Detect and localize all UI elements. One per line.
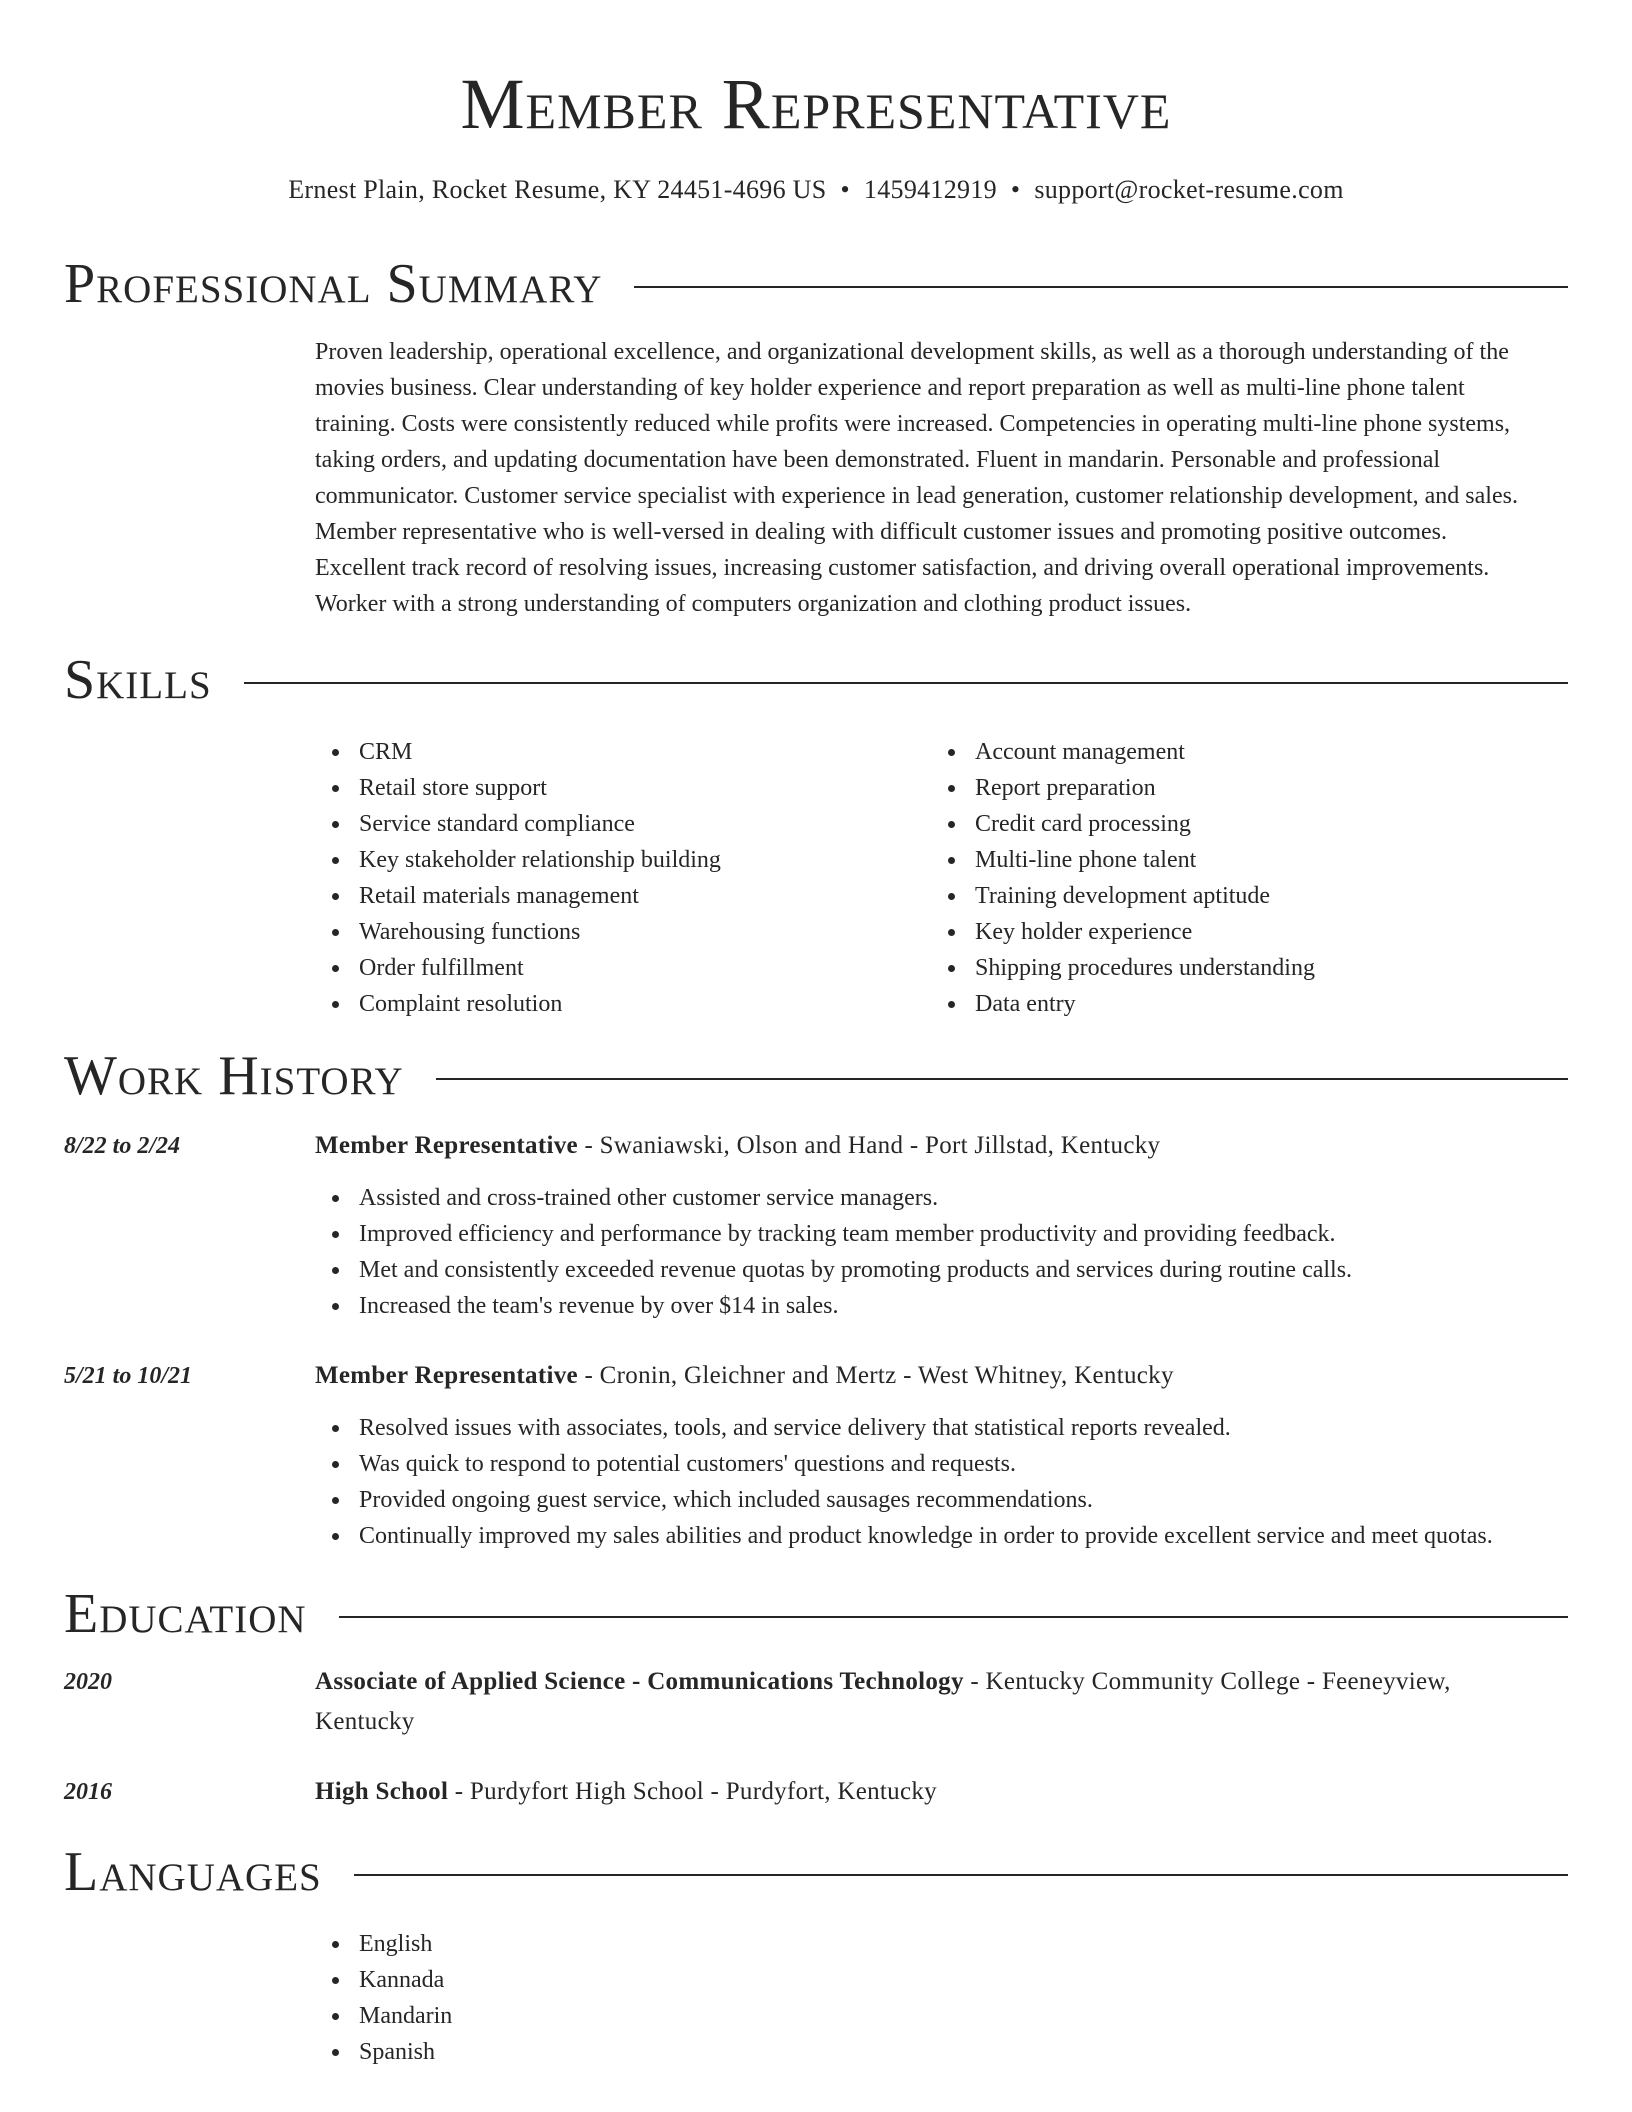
skill-item: Order fulfillment — [315, 950, 931, 986]
section-header — [64, 252, 1568, 316]
skill-item: Account management — [931, 734, 1547, 770]
skills-columns — [315, 734, 1568, 1022]
skill-item: Shipping procedures understanding — [931, 950, 1547, 986]
section-title-work: Work History — [64, 1045, 404, 1107]
job-entry — [315, 1356, 1568, 1554]
job-bullet: Was quick to respond to potential customers' questions and requests. — [315, 1446, 1568, 1482]
summary-line: taking orders, and updating documentation have been demonstrated. Fluent in mandarin. Personable and professional — [315, 447, 1441, 473]
section-divider — [634, 286, 1568, 288]
skill-item: Key stakeholder relationship building — [315, 842, 931, 878]
skill-item: CRM — [315, 734, 931, 770]
skills-body — [315, 734, 1568, 1022]
education-year: 2020 — [64, 1669, 112, 1695]
education-details-continued: Kentucky — [315, 1708, 415, 1735]
section-divider — [339, 1616, 1568, 1618]
skill-item: Service standard compliance — [315, 806, 931, 842]
summary-line: training. Costs were consistently reduced while profits were increased. Competencies in operating multi-line phone systems, — [315, 411, 1511, 437]
job-details: - Cronin, Gleichner and Mertz - West Whitney, Kentucky — [577, 1362, 1174, 1389]
education-details: - Purdyfort High School - Purdyfort, Kentucky — [448, 1778, 937, 1805]
section-header — [64, 1840, 1568, 1904]
job-bullet: Resolved issues with associates, tools, and service delivery that statistical reports revealed. — [315, 1410, 1568, 1446]
skill-item: Multi-line phone talent — [931, 842, 1547, 878]
skills-list-left — [315, 734, 931, 1022]
job-bullets — [315, 1410, 1568, 1554]
job-dates: 8/22 to 2/24 — [64, 1133, 181, 1159]
job-bullet: Provided ongoing guest service, which included sausages recommendations. — [315, 1482, 1568, 1518]
language-item: Kannada — [315, 1962, 1568, 1998]
languages-body — [315, 1926, 1568, 2070]
section-header — [64, 1044, 1568, 1108]
education-entry — [315, 1772, 1568, 1812]
job-bullet: Assisted and cross-trained other customer service managers. — [315, 1180, 1568, 1216]
job-bullet: Improved efficiency and performance by tracking team member productivity and providing feedback. — [315, 1216, 1568, 1252]
skill-item: Warehousing functions — [315, 914, 931, 950]
job-bullet: Met and consistently exceeded revenue quotas by promoting products and services during routine calls. — [315, 1252, 1568, 1288]
language-item: English — [315, 1926, 1568, 1962]
education-degree: Associate of Applied Science - Communications Technology — [315, 1668, 964, 1695]
summary-section — [64, 252, 1568, 316]
contact-email[interactable]: support@rocket-resume.com — [1034, 175, 1344, 204]
education-section — [64, 1582, 1568, 1646]
contact-separator: • — [1010, 175, 1021, 204]
contact-separator: • — [840, 175, 850, 204]
skills-section — [64, 648, 1568, 712]
section-divider — [354, 1874, 1568, 1876]
education-entry — [315, 1662, 1568, 1742]
summary-line: Excellent track record of resolving issues, increasing customer satisfaction, and driving overall operational improvements. — [315, 555, 1490, 581]
section-title-languages: Languages — [64, 1841, 322, 1903]
skills-list-right — [931, 734, 1547, 1022]
skill-item: Report preparation — [931, 770, 1547, 806]
section-divider — [244, 682, 1568, 684]
skill-item: Data entry — [931, 986, 1547, 1022]
section-title-education: Education — [64, 1583, 307, 1645]
skill-item: Training development aptitude — [931, 878, 1547, 914]
section-header — [64, 648, 1568, 712]
summary-line: Member representative who is well-versed in dealing with difficult customer issues and promoting positive outcomes. — [315, 519, 1447, 545]
contact-line — [64, 172, 1568, 208]
job-title: Member Representative — [315, 1132, 578, 1159]
education-line — [315, 1772, 1568, 1812]
summary-line: Proven leadership, operational excellence, and organizational development skills, as well as a thorough understanding of the — [315, 339, 1509, 365]
contact-phone: 1459412919 — [863, 175, 997, 204]
language-item: Mandarin — [315, 1998, 1568, 2034]
languages-section — [64, 1840, 1568, 1904]
language-item: Spanish — [315, 2034, 1568, 2070]
resume-name: Member Representative — [460, 64, 1172, 144]
work-section — [64, 1044, 1568, 1108]
section-title-summary: Professional Summary — [64, 253, 603, 315]
job-bullet: Increased the team's revenue by over $14 in sales. — [315, 1288, 1568, 1324]
job-title: Member Representative — [315, 1362, 578, 1389]
education-degree: High School — [315, 1778, 449, 1805]
job-title-line — [315, 1126, 1568, 1166]
section-title-skills: Skills — [64, 649, 212, 711]
job-bullets — [315, 1180, 1568, 1324]
skill-item: Complaint resolution — [315, 986, 931, 1022]
summary-line: communicator. Customer service specialist with experience in lead generation, customer relationship development, and sales. — [315, 483, 1518, 509]
summary-body — [315, 334, 1568, 622]
education-details: - Kentucky Community College - Feeneyview, — [963, 1668, 1451, 1695]
job-entry — [315, 1126, 1568, 1324]
job-bullet: Continually improved my sales abilities and product knowledge in order to provide excellent service and meet quotas. — [315, 1518, 1568, 1554]
skill-item: Retail store support — [315, 770, 931, 806]
education-year: 2016 — [64, 1779, 112, 1805]
summary-line: movies business. Clear understanding of key holder experience and report preparation as well as multi-line phone talent — [315, 375, 1465, 401]
skill-item: Credit card processing — [931, 806, 1547, 842]
education-line — [315, 1662, 1568, 1702]
contact-address: Ernest Plain, Rocket Resume, KY 24451-4696 US — [288, 175, 827, 204]
summary-line: Worker with a strong understanding of computers organization and clothing product issues. — [315, 591, 1192, 617]
skill-item: Retail materials management — [315, 878, 931, 914]
job-details: - Swaniawski, Olson and Hand - Port Jillstad, Kentucky — [577, 1132, 1161, 1159]
job-dates: 5/21 to 10/21 — [64, 1363, 193, 1389]
job-title-line — [315, 1356, 1568, 1396]
section-header — [64, 1582, 1568, 1646]
languages-list — [315, 1926, 1568, 2070]
section-divider — [436, 1078, 1568, 1080]
skill-item: Key holder experience — [931, 914, 1547, 950]
